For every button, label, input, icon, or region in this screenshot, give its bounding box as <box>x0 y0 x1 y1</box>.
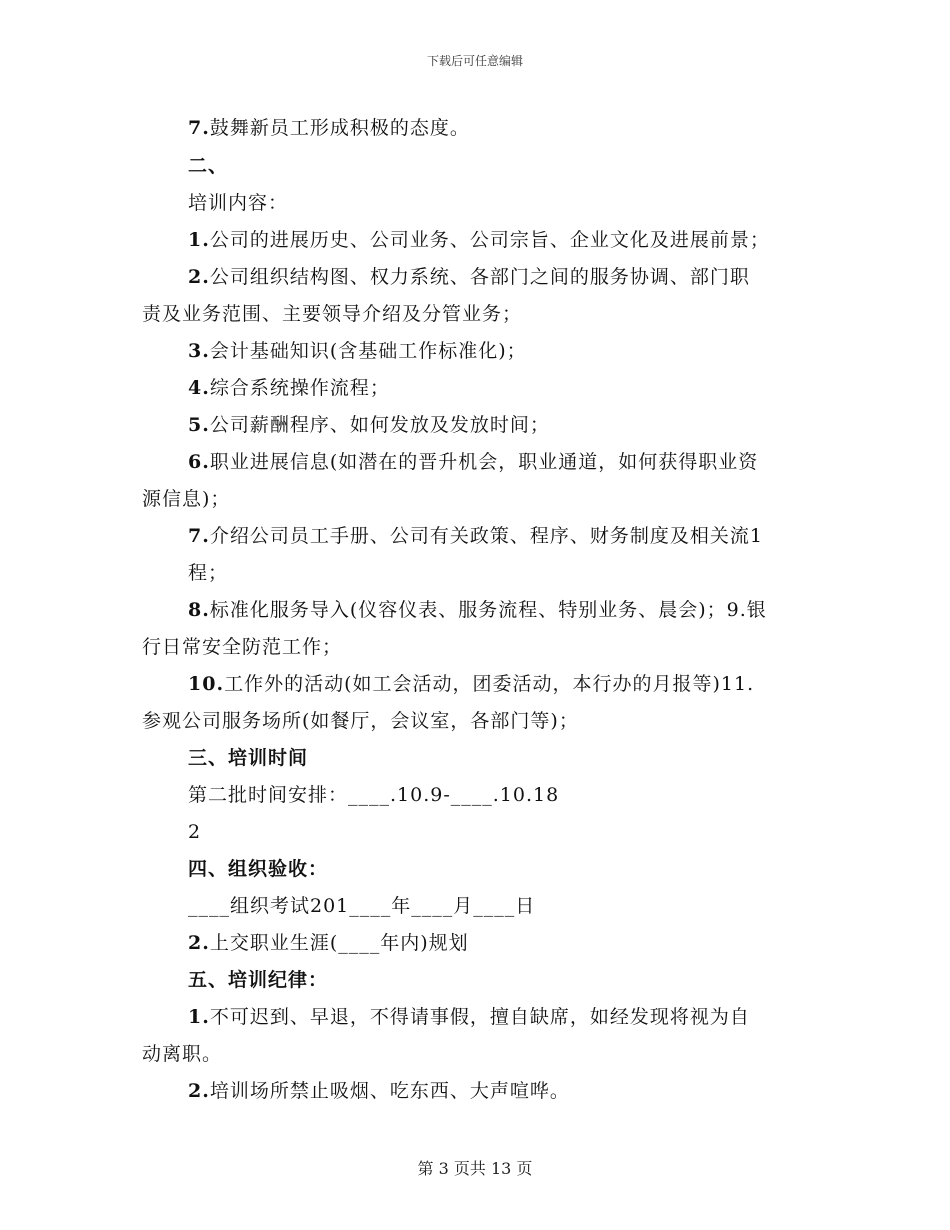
item-number: 2. <box>188 266 210 288</box>
item-text: 鼓舞新员工形成积极的态度。 <box>209 117 470 139</box>
item-text: 公司的进展历史、公司业务、公司宗旨、企业文化及进展前景； <box>209 229 770 251</box>
item-number: 7. <box>188 525 210 547</box>
item-text: 不可迟到、早退，不得请事假，擅自缺席，如经发现将视为自 <box>209 1006 750 1028</box>
list-item <box>188 116 470 140</box>
item-text: 综合系统操作流程； <box>209 377 390 399</box>
paragraph-continuation: 责及业务范围、主要领导介绍及分管业务； <box>142 303 523 325</box>
list-item <box>188 931 469 955</box>
item-number: 2. <box>188 1080 210 1102</box>
paragraph-continuation: 源信息)； <box>142 488 231 510</box>
item-number: 6. <box>188 451 210 473</box>
item-text: 介绍公司员工手册、公司有关政策、程序、财务制度及相关流1 <box>209 525 763 547</box>
list-item <box>188 450 758 474</box>
paragraph-continuation: 程； <box>188 562 229 584</box>
item-number: 1. <box>188 1006 210 1028</box>
item-number: 3. <box>188 340 210 362</box>
list-item <box>188 376 390 400</box>
section-heading: 五、培训纪律： <box>188 969 329 991</box>
list-item <box>188 413 550 437</box>
paragraph-text: 第二批时间安排：____.10.9-____.10.18 <box>188 784 560 806</box>
item-number: 8. <box>188 599 210 621</box>
page-header: 下载后可任意编辑 <box>426 54 523 68</box>
page-footer: 第 3 页共 13 页 <box>417 1159 533 1178</box>
list-item <box>188 524 763 548</box>
paragraph-text: 2 <box>188 821 202 843</box>
list-item <box>188 598 767 622</box>
paragraph-continuation: 动离职。 <box>142 1043 223 1065</box>
item-text: 会计基础知识(含基础工作标准化)； <box>209 340 527 362</box>
section-heading: 三、培训时间 <box>188 747 309 769</box>
item-text: 上交职业生涯(____年内)规划 <box>209 932 469 954</box>
item-number: 10. <box>188 673 225 695</box>
paragraph-continuation: 行日常安全防范工作； <box>142 636 343 658</box>
paragraph-text: 培训内容： <box>188 192 289 214</box>
item-number: 7. <box>188 117 210 139</box>
item-number: 1. <box>188 229 210 251</box>
item-text: 工作外的活动(如工会活动，团委活动，本行办的月报等)11. <box>224 673 755 695</box>
item-text: 标准化服务导入(仪容仪表、服务流程、特别业务、晨会)；9.银 <box>209 599 767 621</box>
list-item <box>188 1005 750 1029</box>
list-item <box>188 228 770 252</box>
paragraph-continuation: 参观公司服务场所(如餐厅，会议室，各部门等)； <box>142 710 579 732</box>
item-text: 培训场所禁止吸烟、吃东西、大声喧哗。 <box>209 1080 570 1102</box>
item-number: 5. <box>188 414 210 436</box>
item-text: 职业进展信息(如潜在的晋升机会，职业通道，如何获得职业资 <box>209 451 759 473</box>
list-item <box>188 265 750 289</box>
item-number: 4. <box>188 377 210 399</box>
item-text: 公司组织结构图、权力系统、各部门之间的服务协调、部门职 <box>209 266 750 288</box>
section-heading: 四、组织验收： <box>188 858 329 880</box>
list-item <box>188 672 754 696</box>
paragraph-text: ____组织考试201____年____月____日 <box>188 895 536 917</box>
list-item <box>188 1079 570 1103</box>
list-item <box>188 339 527 363</box>
section-heading: 二、 <box>188 155 229 177</box>
item-text: 公司薪酬程序、如何发放及发放时间； <box>209 414 550 436</box>
item-number: 2. <box>188 932 210 954</box>
